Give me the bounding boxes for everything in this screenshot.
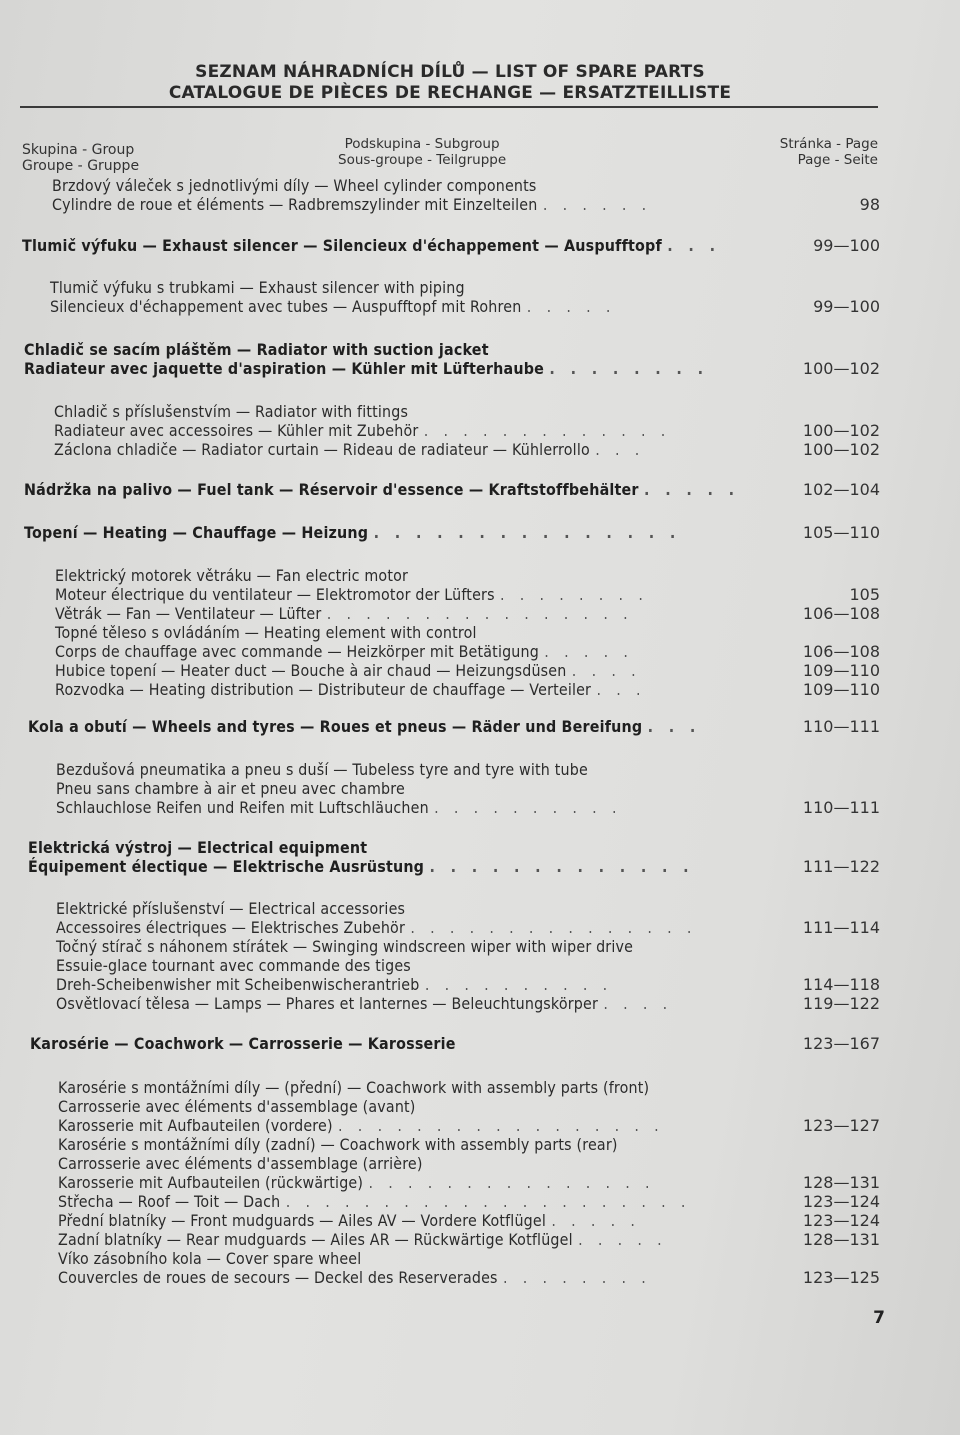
page-title: [0, 62, 900, 104]
entry-text: Střecha — Roof — Toit — Dach: [58, 1192, 281, 1211]
entry-text: Elektrický motorek větráku — Fan electric motor: [55, 566, 409, 585]
entry-line: [58, 1249, 790, 1268]
entry-line: [56, 760, 790, 779]
subgroup-entry: [58, 1078, 880, 1287]
page-reference: 106—108: [802, 604, 880, 623]
leader-dots: . . . . . . . .: [549, 359, 709, 378]
entry-text: Osvětlovací tělesa — Lamps — Phares et lanternes — Beleuchtungskörper: [56, 994, 599, 1013]
page-reference: 128—131: [802, 1230, 880, 1249]
page-reference: 111—114: [802, 918, 880, 937]
page-reference: 109—110: [802, 680, 880, 699]
entry-text: Dreh-Scheibenwisher mit Scheibenwischerantrieb: [56, 975, 420, 994]
subgroup-entry: [56, 899, 880, 1013]
entry-line: [58, 1154, 790, 1173]
entry-text: Zadní blatníky — Rear mudguards — Ailes AR — Rückwärtige Kotflügel: [58, 1230, 573, 1249]
entry-text: Točný stírač s náhonem stírátek — Swinging windscreen wiper with wiper drive: [56, 937, 634, 956]
entry-text: Chladič s příslušenstvím — Radiator with fittings: [54, 402, 409, 421]
entry-text: Accessoires électriques — Elektrisches Zubehör: [56, 918, 405, 937]
title-line-1: SEZNAM NÁHRADNÍCH DÍLŮ — LIST OF SPARE PARTS: [195, 62, 705, 82]
page-reference: 102—104: [802, 480, 880, 499]
entry-text: Couvercles de roues de secours — Deckel des Reserverades: [58, 1268, 498, 1287]
page-reference: 123—125: [802, 1268, 880, 1287]
leader-dots: . . . . . . . . . . . . . . . .: [326, 604, 633, 623]
section-entry: [30, 1034, 880, 1053]
page-reference: 110—111: [802, 717, 880, 736]
page-reference: 105—110: [802, 523, 880, 542]
entry-text: Karosserie mit Aufbauteilen (vordere): [58, 1116, 333, 1135]
leader-dots: . . . . . . . . . .: [424, 975, 613, 994]
page-reference: 128—131: [802, 1173, 880, 1192]
subgroup-entry: [55, 566, 880, 699]
section-entry: [28, 838, 880, 876]
page-reference: 119—122: [802, 994, 880, 1013]
page-reference: 105: [849, 585, 880, 604]
leader-dots: . . . . . . . . . . . . . . . . .: [338, 1116, 665, 1135]
entry-line: [55, 566, 790, 585]
entry-text: Carrosserie avec éléments d'assemblage (avant): [58, 1097, 416, 1116]
column-header-page: [780, 136, 878, 168]
page-reference: 99—100: [813, 297, 880, 316]
leader-dots: . . . . . . . . . .: [434, 798, 622, 817]
page-reference: 110—111: [802, 798, 880, 817]
leader-dots: . . . . .: [551, 1211, 641, 1230]
title-line-2: CATALOGUE DE PIÈCES DE RECHANGE — ERSATZTEILLISTE: [168, 83, 732, 103]
header-page-line-1: Stránka - Page: [779, 136, 878, 152]
entry-line: [58, 1230, 790, 1249]
entry-line: [54, 440, 790, 459]
entry-text: Équipement électique — Elektrische Ausrüstung: [28, 857, 425, 876]
entry-line: [55, 642, 790, 661]
entry-text: Topné těleso s ovládáním — Heating element with control: [55, 623, 477, 642]
header-group-line-2: Groupe - Gruppe: [22, 158, 140, 174]
page-reference: 99—100: [813, 236, 880, 255]
entry-text: Hubice topení — Heater duct — Bouche à air chaud — Heizungsdüsen: [55, 661, 567, 680]
entry-text: Elektrické příslušenství — Electrical accessories: [56, 899, 406, 918]
entry-line: [56, 899, 790, 918]
leader-dots: . . . . . . . . . . . . .: [429, 857, 694, 876]
section-entry: [24, 523, 880, 542]
page-reference: 98: [859, 195, 880, 214]
entry-text: Brzdový váleček s jednotlivými díly — Wheel cylinder components: [52, 176, 537, 195]
leader-dots: . . . . .: [644, 480, 740, 499]
header-page-line-2: Page - Seite: [797, 152, 878, 168]
page-number: 7: [873, 1308, 885, 1328]
leader-dots: . . . . .: [526, 297, 616, 316]
entry-text: Tlumič výfuku s trubkami — Exhaust silencer with piping: [50, 278, 465, 297]
entry-line: [56, 779, 790, 798]
entry-line: [24, 480, 790, 499]
entry-text: Bezdušová pneumatika a pneu s duší — Tubeless tyre and tyre with tube: [56, 760, 588, 779]
entry-line: [55, 623, 790, 642]
section-entry: [28, 717, 880, 736]
entry-line: [58, 1211, 790, 1230]
section-entry: [24, 480, 880, 499]
leader-dots: . . .: [667, 236, 721, 255]
entry-line: [24, 523, 790, 542]
entry-text: Záclona chladiče — Radiator curtain — Rideau de radiateur — Kühlerrollo: [54, 440, 590, 459]
subgroup-entry: [50, 278, 880, 316]
entry-line: [54, 421, 790, 440]
section-entry: [24, 340, 880, 378]
leader-dots: . . . . . . . . . . . . . . .: [410, 918, 697, 937]
entry-text: Karosérie s montážními díly — (přední) — Coachwork with assembly parts (front): [58, 1078, 650, 1097]
entry-text: Karosérie s montážními díly (zadní) — Coachwork with assembly parts (rear): [58, 1135, 618, 1154]
entry-line: [58, 1268, 790, 1287]
section-entry: [22, 236, 880, 255]
leader-dots: . . . . . . . . . . . . . . . . . . . . .: [285, 1192, 691, 1211]
entry-text: Carrosserie avec éléments d'assemblage (arrière): [58, 1154, 423, 1173]
entry-line: [58, 1135, 790, 1154]
entry-line: [55, 585, 790, 604]
entry-line: [56, 975, 790, 994]
entry-text: Radiateur avec accessoires — Kühler mit Zubehör: [54, 421, 419, 440]
page-reference: 111—122: [802, 857, 880, 876]
entry-text: Essuie-glace tournant avec commande des tiges: [56, 956, 411, 975]
entry-line: [58, 1097, 790, 1116]
leader-dots: . . .: [596, 680, 646, 699]
leader-dots: . . . . . . . . . . . . .: [423, 421, 671, 440]
entry-text: Radiateur avec jaquette d'aspiration — Kühler mit Lüfterhaube: [24, 359, 545, 378]
entry-text: Moteur électrique du ventilateur — Elektromotor der Lüfters: [55, 585, 495, 604]
entry-line: [24, 359, 790, 378]
subgroup-entry: [54, 402, 880, 459]
entry-text: Corps de chauffage avec commande — Heizkörper mit Betätigung: [55, 642, 539, 661]
entry-text: Rozvodka — Heating distribution — Distributeur de chauffage — Verteiler: [55, 680, 592, 699]
page-reference: 123—127: [802, 1116, 880, 1135]
page-reference: 123—124: [802, 1211, 880, 1230]
entry-line: [55, 604, 790, 623]
entry-text: Topení — Heating — Chauffage — Heizung: [24, 523, 369, 542]
entry-line: [50, 278, 790, 297]
leader-dots: . . .: [647, 717, 701, 736]
entry-text: Silencieux d'échappement avec tubes — Auspufftopf mit Rohren: [50, 297, 522, 316]
page-reference: 123—167: [802, 1034, 880, 1053]
page-reference: 100—102: [802, 421, 880, 440]
entry-line: [55, 661, 790, 680]
page-reference: 106—108: [802, 642, 880, 661]
entry-line: [30, 1034, 790, 1053]
entry-line: [56, 798, 790, 817]
leader-dots: . . . . . . . .: [502, 1268, 652, 1287]
column-header-subgroup: [338, 136, 506, 168]
entry-text: Elektrická výstroj — Electrical equipment: [28, 838, 368, 857]
subgroup-entry: [56, 760, 880, 817]
leader-dots: . . . .: [603, 994, 673, 1013]
entry-line: [56, 956, 790, 975]
entry-text: Karosserie mit Aufbauteilen (rückwärtige): [58, 1173, 364, 1192]
header-subgroup-line-2: Sous-groupe - Teilgruppe: [338, 152, 507, 168]
subgroup-entry: [52, 176, 880, 214]
page-reference: 109—110: [802, 661, 880, 680]
title-rule: [20, 106, 878, 108]
entry-line: [52, 195, 790, 214]
entry-line: [58, 1192, 790, 1211]
column-header-group: [22, 142, 139, 174]
entry-line: [56, 994, 790, 1013]
entry-text: Větrák — Fan — Ventilateur — Lüfter: [55, 604, 322, 623]
entry-line: [55, 680, 790, 699]
leader-dots: . . . . . .: [542, 195, 652, 214]
leader-dots: . . . . . . . . . . . . . . .: [373, 523, 681, 542]
entry-line: [54, 402, 790, 421]
header-group-line-1: Skupina - Group: [22, 142, 135, 158]
entry-line: [58, 1116, 790, 1135]
entry-text: Nádržka na palivo — Fuel tank — Réservoir d'essence — Kraftstoffbehälter: [24, 480, 639, 499]
page-reference: 114—118: [802, 975, 880, 994]
leader-dots: . . . . .: [578, 1230, 667, 1249]
leader-dots: . . . . . . . . . . . . . . .: [368, 1173, 655, 1192]
entry-text: Karosérie — Coachwork — Carrosserie — Karosserie: [30, 1034, 456, 1053]
entry-line: [58, 1078, 790, 1097]
entry-text: Víko zásobního kola — Cover spare wheel: [58, 1249, 362, 1268]
page-reference: 100—102: [802, 440, 880, 459]
entry-line: [28, 717, 790, 736]
leader-dots: . . . . .: [544, 642, 634, 661]
entry-text: Schlauchlose Reifen und Reifen mit Luftschläuchen: [56, 798, 429, 817]
entry-text: Pneu sans chambre à air et pneu avec chambre: [56, 779, 405, 798]
leader-dots: . . . . . . . .: [500, 585, 649, 604]
entry-line: [58, 1173, 790, 1192]
entry-line: [28, 838, 790, 857]
entry-line: [22, 236, 790, 255]
leader-dots: . . .: [595, 440, 645, 459]
entry-line: [28, 857, 790, 876]
entry-text: Tlumič výfuku — Exhaust silencer — Silencieux d'échappement — Auspufftopf: [22, 236, 662, 255]
entry-text: Přední blatníky — Front mudguards — Ailes AV — Vordere Kotflügel: [58, 1211, 546, 1230]
entry-line: [50, 297, 790, 316]
entry-text: Kola a obutí — Wheels and tyres — Roues et pneus — Räder und Bereifung: [28, 717, 643, 736]
page-reference: 123—124: [802, 1192, 880, 1211]
header-subgroup-line-1: Podskupina - Subgroup: [344, 136, 500, 152]
entry-line: [52, 176, 790, 195]
entry-line: [56, 918, 790, 937]
entry-text: Chladič se sacím pláštěm — Radiator with suction jacket: [24, 340, 489, 359]
entry-line: [56, 937, 790, 956]
page-reference: 100—102: [802, 359, 880, 378]
entry-text: Cylindre de roue et éléments — Radbremszylinder mit Einzelteilen: [52, 195, 538, 214]
leader-dots: . . . .: [571, 661, 641, 680]
entry-line: [24, 340, 790, 359]
